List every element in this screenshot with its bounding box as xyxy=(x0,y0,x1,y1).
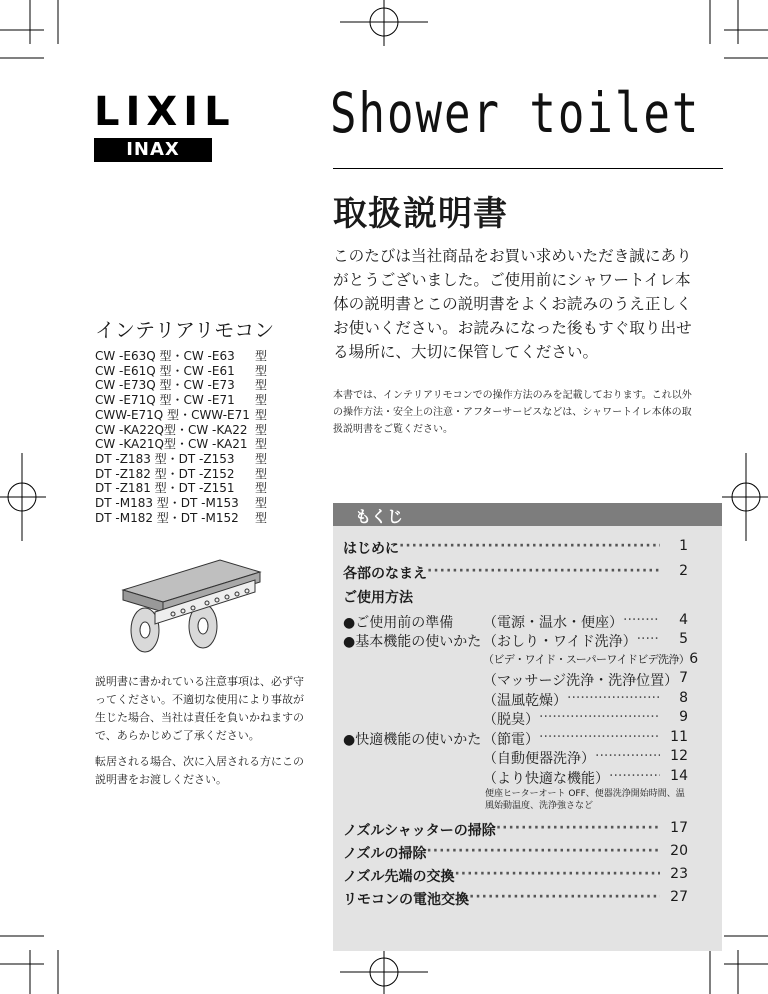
toc-entry-page: 27 xyxy=(670,889,688,905)
warning-note: 説明書に書かれている注意事項は、必ず守ってください。不適切な使用により事故が生じた場合、当社は責任を負いかねますので、あらかじめご了承ください。 xyxy=(95,675,304,742)
model-suffix: 型 xyxy=(255,407,268,422)
model-suffix: 型 xyxy=(255,437,268,452)
model-row xyxy=(95,437,267,452)
model-names: CW -E73Q 型・CW -E73 xyxy=(95,378,235,393)
model-names: CW -E63Q 型・CW -E63 xyxy=(95,349,235,363)
toc-subentry-page: 14 xyxy=(670,768,688,784)
warning-notes xyxy=(95,673,310,797)
toc-subentry[interactable] xyxy=(483,709,688,729)
intro-text: このたびは当社商品をお買い求めいただき誠にありがとうございました。ご使用前にシャワートイレ本体の説明書とこの説明書をよくお読みのうえ正しくお使いください。お読みになった後もすぐ取り出せる場所に、大切に保管してください。 xyxy=(333,247,692,361)
toc-subentry-page: 12 xyxy=(670,748,688,764)
model-row xyxy=(95,481,267,496)
usage-heading: ご使用方法 xyxy=(343,590,413,606)
toc-subentry-page: 5 xyxy=(679,631,688,647)
toc-subentry-label: （自動便器洗浄） xyxy=(483,751,595,767)
dot-leader xyxy=(623,612,660,632)
model-names: CW -KA21Q型・CW -KA21 xyxy=(95,437,248,452)
toc-subentry[interactable] xyxy=(483,631,688,651)
dot-leader xyxy=(469,889,660,909)
model-suffix: 型 xyxy=(255,510,268,525)
toc-subentry[interactable] xyxy=(483,690,688,710)
title-divider xyxy=(333,168,723,169)
toc-subentry[interactable] xyxy=(483,729,688,749)
toc-entry[interactable] xyxy=(343,538,688,558)
toc-entry-label: ノズルの掃除 xyxy=(343,846,427,862)
lixil-logo: LIXIL xyxy=(94,89,236,135)
toc-entry-page: 23 xyxy=(670,866,688,882)
model-suffix: 型 xyxy=(255,422,268,437)
toc-subentry-label: （おしり・ワイド洗浄） xyxy=(483,634,637,650)
toc-group: ●ご使用前の準備 xyxy=(343,615,454,631)
toc-subentry-page: 6 xyxy=(689,651,699,667)
toc-entry-page: 1 xyxy=(679,538,688,554)
toc-entry-label: リモコンの電池交換 xyxy=(343,892,469,908)
toc-subentry-page: 11 xyxy=(670,729,688,745)
model-row xyxy=(95,423,267,438)
model-suffix: 型 xyxy=(255,451,268,466)
toc-entry[interactable] xyxy=(343,843,688,863)
toc-subentry[interactable] xyxy=(483,670,688,690)
toc-subentry-page: 7 xyxy=(679,670,688,686)
toc-entry-page: 2 xyxy=(679,563,688,579)
toc-heading-label: もくじ xyxy=(355,507,404,526)
dot-leader xyxy=(595,748,660,768)
dot-leader xyxy=(427,563,660,583)
dot-leader xyxy=(637,631,660,651)
model-names: DT -M183 型・DT -M153 xyxy=(95,496,239,511)
remote-title: インテリアリモコン xyxy=(95,318,275,342)
toc-subentry-label: （ビデ・ワイド・スーパーワイドビデ洗浄） xyxy=(483,653,690,666)
model-row xyxy=(95,393,267,408)
inax-logo: INAX xyxy=(94,138,212,162)
toc-subentry-label: （より快適な機能） xyxy=(483,771,609,787)
toc-entry[interactable] xyxy=(343,563,688,583)
dot-leader xyxy=(539,709,660,729)
dot-leader xyxy=(454,866,660,886)
product-name: Shower toilet xyxy=(330,82,701,146)
model-names: DT -Z182 型・DT -Z152 xyxy=(95,466,235,481)
dot-leader xyxy=(609,768,660,788)
toc-entry-page: 17 xyxy=(670,820,688,836)
model-row xyxy=(95,496,267,511)
model-row xyxy=(95,511,267,526)
model-names: CWW-E71Q 型・CWW-E71 xyxy=(95,407,250,422)
model-names: DT -M182 型・DT -M152 xyxy=(95,510,239,525)
model-names: DT -Z183 型・DT -Z153 xyxy=(95,451,235,466)
toc-group: ●快適機能の使いかた xyxy=(343,732,482,748)
dot-leader xyxy=(567,690,660,710)
model-suffix: 型 xyxy=(255,363,268,378)
toc-detail-note: 便座ヒーターオート OFF、便器洗浄開始時間、温風始動温度、洗浄強さなど xyxy=(485,789,685,811)
model-suffix: 型 xyxy=(255,466,268,481)
model-suffix: 型 xyxy=(255,496,268,511)
toc-subentry-label: （節電） xyxy=(483,732,539,748)
model-names: CW -E71Q 型・CW -E71 xyxy=(95,393,235,408)
model-suffix: 型 xyxy=(255,393,268,408)
model-suffix: 型 xyxy=(255,349,268,363)
toc-subentry[interactable] xyxy=(483,748,688,768)
toc-entry-label: ノズル先端の交換 xyxy=(343,869,455,885)
toc-subentry-page: 4 xyxy=(679,612,688,628)
toc-entry-label: はじめに xyxy=(343,541,399,557)
toc-subentry-label: （温風乾燥） xyxy=(483,693,567,709)
warning-note: 転居される場合、次に入居される方にこの説明書をお渡しください。 xyxy=(95,755,304,786)
model-row xyxy=(95,349,267,364)
remote-illustration xyxy=(115,540,265,658)
toc-heading xyxy=(333,503,722,526)
model-row xyxy=(95,467,267,482)
toc-subentry-page: 9 xyxy=(679,709,688,725)
toc-subentry-label: （脱臭） xyxy=(483,712,539,728)
dot-leader xyxy=(426,843,660,863)
model-row xyxy=(95,364,267,379)
toc-group: ●基本機能の使いかた xyxy=(343,634,482,650)
toc-subentry[interactable] xyxy=(483,768,688,788)
toc-entry-label: ノズルシャッターの掃除 xyxy=(343,823,496,839)
model-row xyxy=(95,408,267,423)
model-row xyxy=(95,452,267,467)
toc-entry-label: 各部のなまえ xyxy=(343,566,427,582)
model-suffix: 型 xyxy=(255,481,268,496)
toc-subentry-label: （電源・温水・便座） xyxy=(483,615,623,631)
toc-entry[interactable] xyxy=(343,866,688,886)
page-title: 取扱説明書 xyxy=(333,194,508,234)
toc-entry[interactable] xyxy=(343,889,688,909)
toc-subentry-page: 8 xyxy=(679,690,688,706)
toc-entry[interactable] xyxy=(343,820,688,840)
toc-entry-page: 20 xyxy=(670,843,688,859)
model-names: DT -Z181 型・DT -Z151 xyxy=(95,481,235,496)
model-names: CW -KA22Q型・CW -KA22 xyxy=(95,422,248,437)
toc-subentry-label: （マッサージ洗浄・洗浄位置） xyxy=(483,673,679,689)
dot-leader xyxy=(496,820,660,840)
dot-leader xyxy=(539,729,660,749)
toc-subentry[interactable] xyxy=(483,651,699,667)
scope-note: 本書では、インテリアリモコンでの操作方法のみを記載しております。これ以外の操作方法・安全上の注意・アフターサービスなどは、シャワートイレ本体の取扱説明書をご覧ください。 xyxy=(333,390,692,435)
model-row xyxy=(95,378,267,393)
dot-leader xyxy=(399,538,660,558)
model-names: CW -E61Q 型・CW -E61 xyxy=(95,363,235,378)
model-list xyxy=(95,349,267,525)
model-suffix: 型 xyxy=(255,378,268,393)
toc-subentry[interactable] xyxy=(483,612,688,632)
